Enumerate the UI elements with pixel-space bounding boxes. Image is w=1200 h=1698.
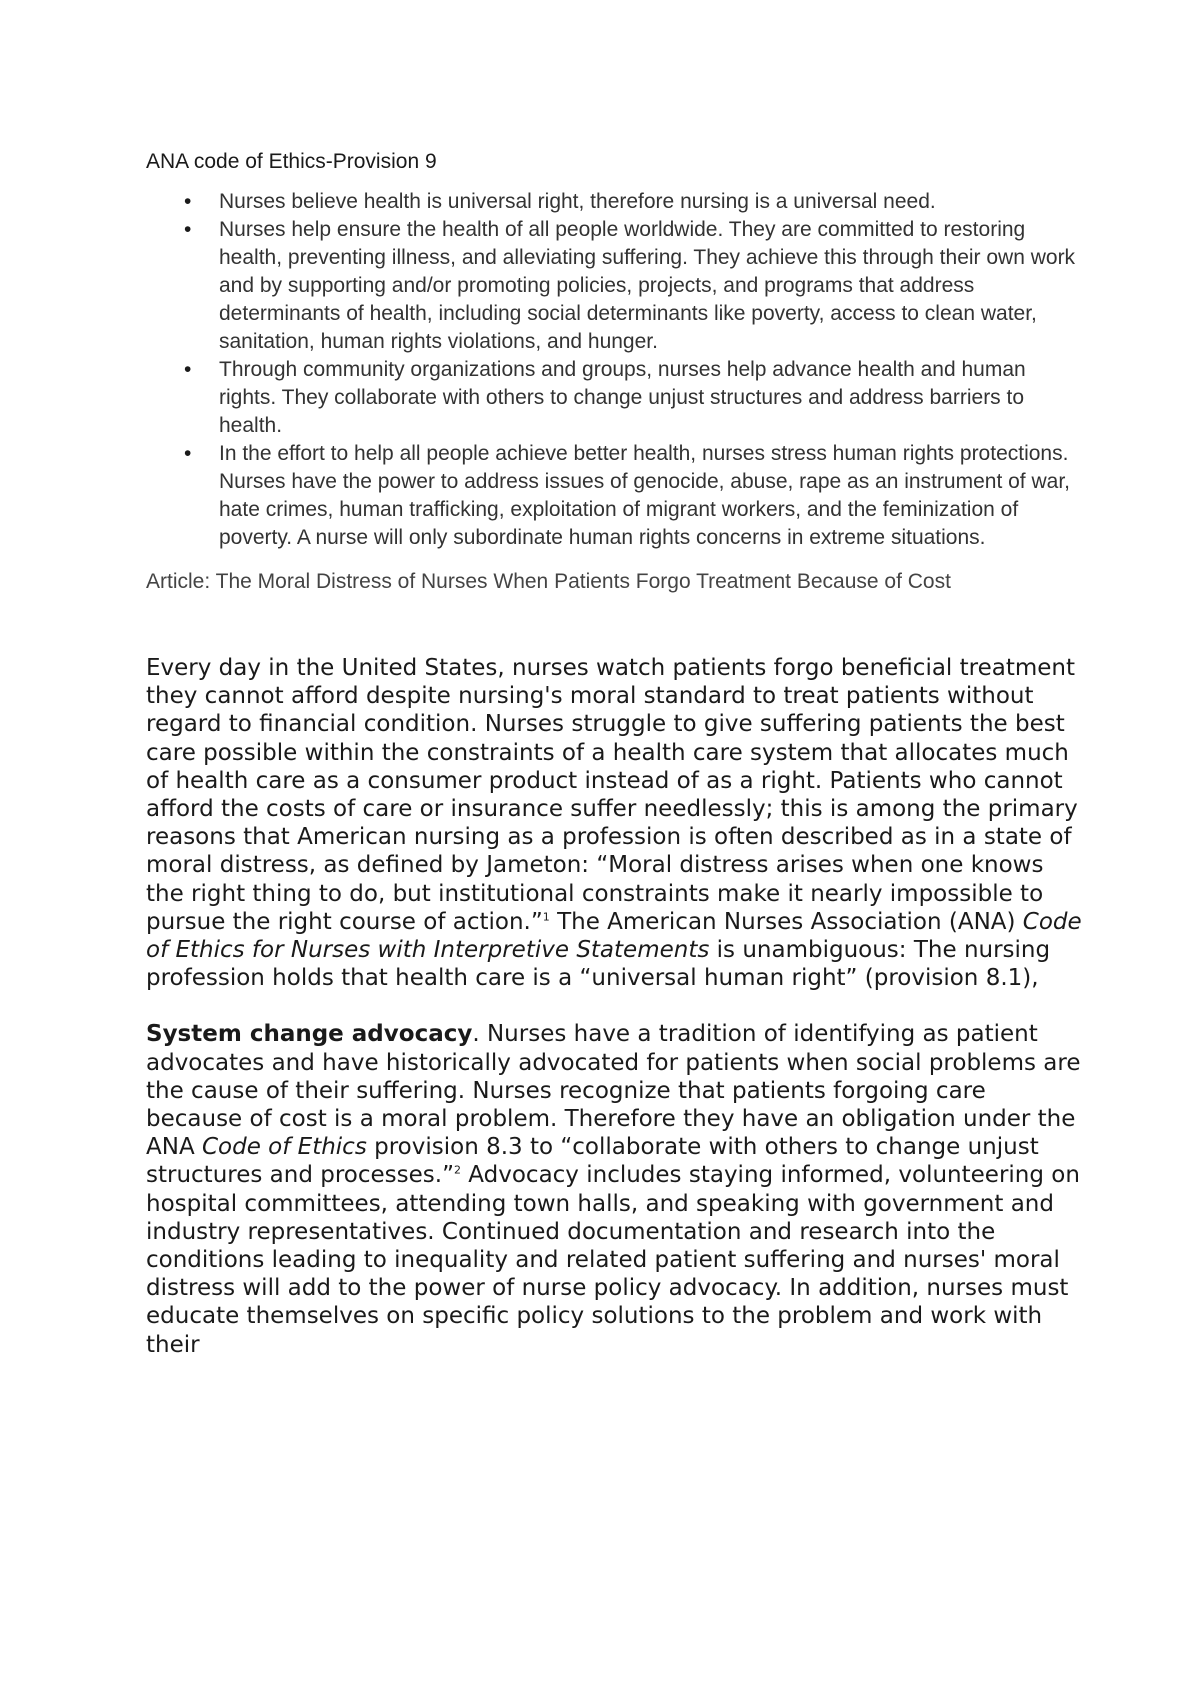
bullet-text: Nurses believe health is universal right, therefore nursing is a universal need. <box>219 190 936 213</box>
italic-reference: Code of Ethics <box>201 1134 367 1161</box>
document-title: ANA code of Ethics-Provision 9 <box>146 150 437 173</box>
bullet-text: Nurses help ensure the health of all people worldwide. They are committed to restoring health, preventing illness, and alleviating suffering. They achieve this through their own work and by supporting and/or promoting policies, projects, and programs that address determinants of health, including social determinants like poverty, access to clean water, sanitation, human rights violations, and hunger. <box>219 218 1076 353</box>
paragraph-text: The American Nurses Association (ANA) <box>549 908 1023 935</box>
paragraph-text: Every day in the United States, nurses watch patients forgo beneficial treatment they cannot afford despite nursing's moral standard to treat patients without regard to financial condition. Nurses struggle to give suffering patients the best care possible within the constraints of a health care system that allocates much of health care as a consumer product instead of as a right. Patients who cannot afford the costs of care or insurance suffer needlessly; this is among the primary reasons that American nursing as a profession is often described as in a state of moral distress, as defined by Jameton: “Moral distress arises when one knows the right thing to do, but institutional constraints make it nearly impossible to pursue the right course of action.” <box>146 655 1078 935</box>
paragraph-text: Advocacy includes staying informed, volunteering on hospital committees, attending town halls, and speaking with government and industry representatives. Continued documentation and research into the conditions leading to inequality and related patient suffering and nurses' moral distress will add to the power of nurse policy advocacy. In addition, nurses must educate themselves on specific policy solutions to the problem and work with their <box>146 1162 1080 1358</box>
bullet-item <box>146 356 1076 440</box>
article-title: Article: The Moral Distress of Nurses When Patients Forgo Treatment Because of Cost <box>146 570 951 593</box>
bold-lead-heading: System change advocacy <box>146 1021 473 1048</box>
bullet-item <box>146 216 1076 356</box>
bullet-item <box>146 440 1076 552</box>
italic-reference: Code of Ethics for Nurses with Interpretive Statements <box>146 908 1082 964</box>
bullet-icon: • <box>184 190 192 213</box>
body-paragraph-advocacy <box>146 1020 1086 1358</box>
bullet-item <box>146 188 1076 216</box>
bullet-text: Through community organizations and groups, nurses help advance health and human rights. They collaborate with others to change unjust structures and address barriers to health. <box>219 358 1026 437</box>
bullet-text: In the effort to help all people achieve better health, nurses stress human rights protections. Nurses have the power to address issues of genocide, abuse, rape as an instrument of war, hate crimes, human trafficking, exploitation of migrant workers, and the feminization of poverty. A nurse will only subordinate human rights concerns in extreme situations. <box>219 442 1070 549</box>
provision-bullet-list <box>146 188 1076 552</box>
footnote-marker: 1 <box>542 910 550 924</box>
bullet-icon: • <box>184 358 192 381</box>
footnote-marker: 2 <box>454 1163 461 1177</box>
document-page <box>146 148 1082 1359</box>
paragraph-text: is unambiguous: The nursing profession holds that health care is a “universal human right” (provision 8.1), <box>146 937 1051 992</box>
body-paragraph-intro <box>146 654 1086 992</box>
bullet-icon: • <box>184 442 192 465</box>
paragraph-text: provision 8.3 to “collaborate with others to change unjust structures and processes.” <box>146 1134 1039 1189</box>
paragraph-text: . Nurses have a tradition of identifying as patient advocates and have historically advocated for patients when social problems are the cause of their suffering. Nurses recognize that patients forgoing care because of cost is a moral problem. Therefore they have an obligation under the ANA <box>146 1021 1081 1161</box>
bullet-icon: • <box>184 218 192 241</box>
